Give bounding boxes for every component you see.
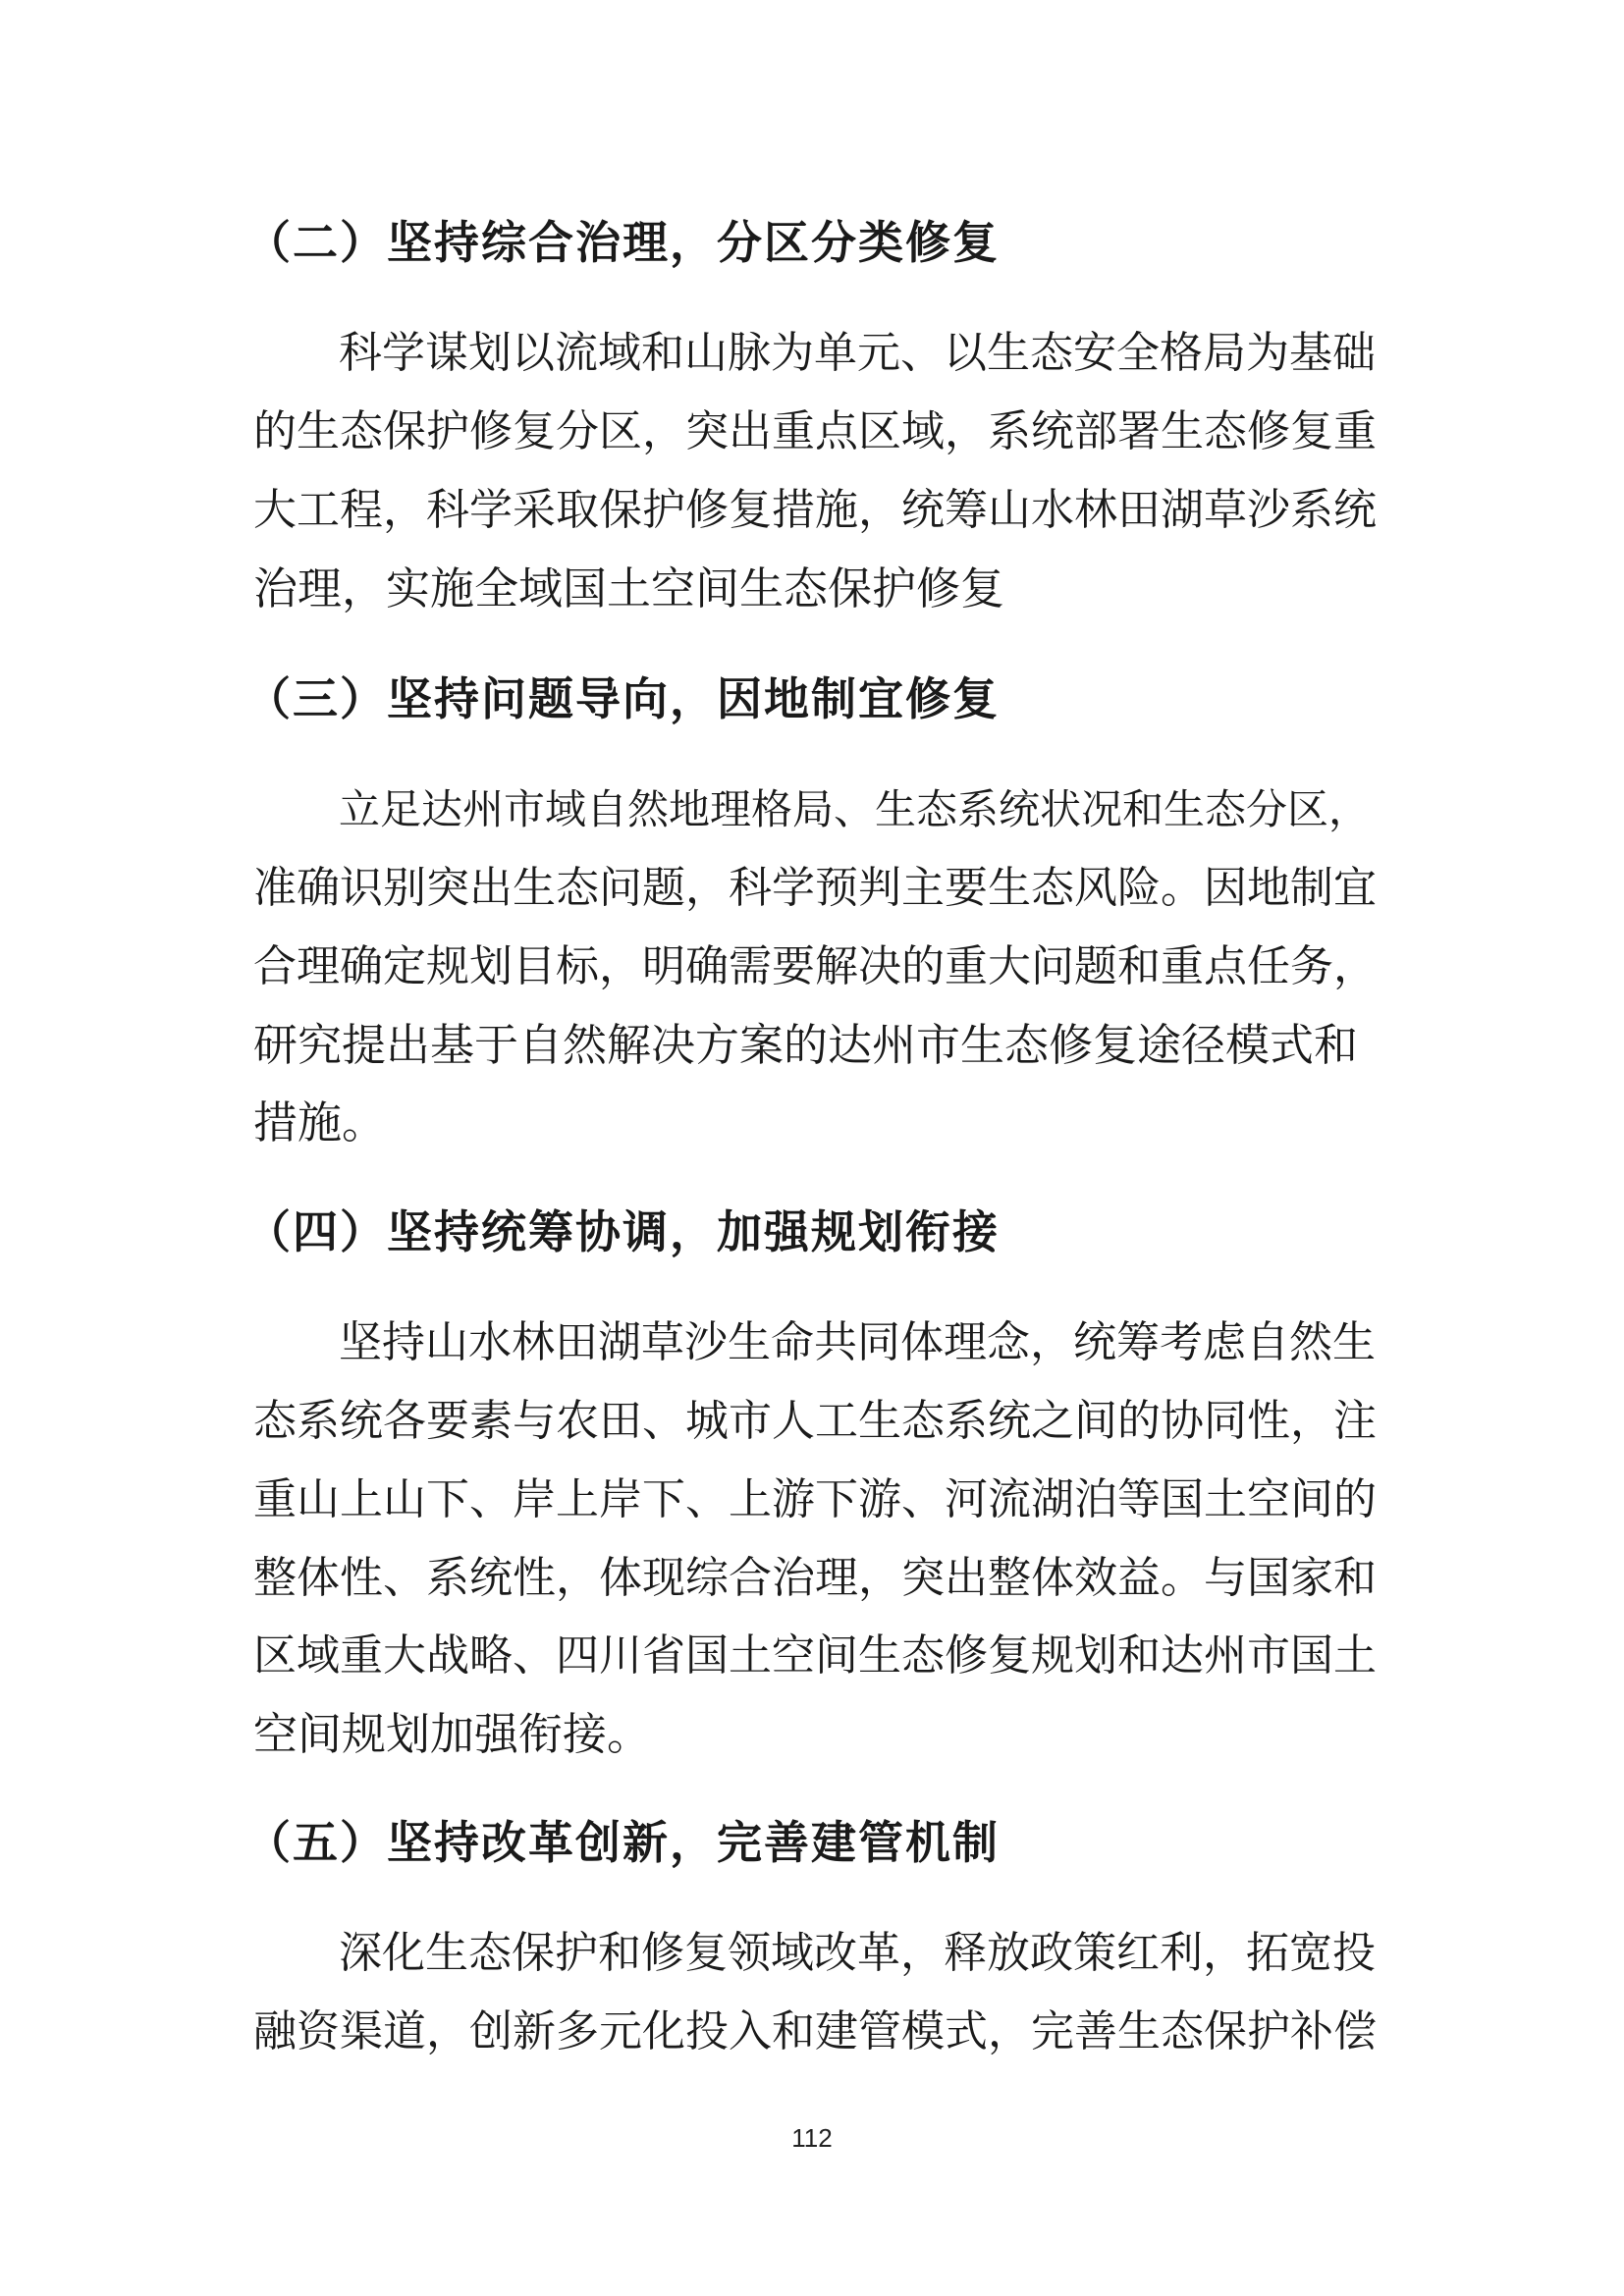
paragraph-line: 科学谋划以流域和山脉为单元、以生态安全格局为基础 (339, 328, 1376, 378)
paragraph-line: 深化生态保护和修复领域改革，释放政策红利，拓宽投 (339, 1928, 1376, 1978)
paragraph-line: 坚持山水林田湖草沙生命共同体理念，统筹考虑自然生 (339, 1317, 1376, 1367)
paragraph-line: 空间规划加强衔接。 (253, 1708, 652, 1760)
paragraph-line: 立足达州市域自然地理格局、生态系统状况和生态分区， (339, 785, 1371, 833)
paragraph-line: 治理，实施全域国土空间生态保护修复 (253, 562, 1005, 614)
paragraph-line: 重山上山下、岸上岸下、上游下游、河流湖泊等国土空间的 (253, 1474, 1377, 1524)
section-heading-5: （五）坚持改革创新，完善建管机制 (245, 1816, 1000, 1869)
paragraph-line: 合理确定规划目标，明确需要解决的重大问题和重点任务， (253, 941, 1377, 991)
paragraph-line: 态系统各要素与农田、城市人工生态系统之间的协同性，注 (253, 1396, 1377, 1446)
paragraph-line: 大工程，科学采取保护修复措施，统筹山水林田湖草沙系统 (253, 485, 1377, 535)
paragraph-line: 区域重大战略、四川省国土空间生态修复规划和达州市国土 (253, 1630, 1377, 1681)
paragraph-line: 研究提出基于自然解决方案的达州市生态修复途径模式和 (253, 1019, 1359, 1071)
paragraph-line: 整体性、系统性，体现综合治理，突出整体效益。与国家和 (253, 1553, 1377, 1603)
paragraph-line: 准确识别突出生态问题，科学预判主要生态风险。因地制宜 (253, 863, 1377, 913)
paragraph-line: 融资渠道，创新多元化投入和建管模式，完善生态保护补偿 (253, 2006, 1377, 2056)
page-number: 112 (791, 2123, 833, 2153)
section-heading-3: （三）坚持问题导向，因地制宜修复 (245, 672, 1000, 725)
section-heading-4: （四）坚持统筹协调，加强规划衔接 (245, 1205, 1000, 1258)
paragraph-line: 的生态保护修复分区，突出重点区域，系统部署生态修复重 (253, 406, 1377, 456)
section-heading-2: （二）坚持综合治理，分区分类修复 (245, 216, 1000, 269)
paragraph-line: 措施。 (253, 1096, 387, 1148)
